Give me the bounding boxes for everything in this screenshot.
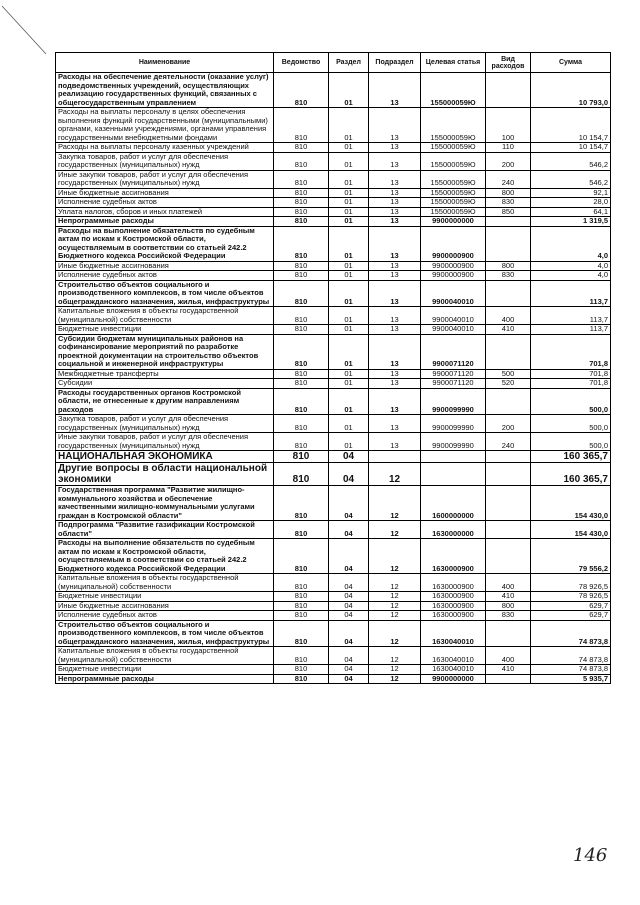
cell-subsection: 12	[369, 486, 421, 521]
cell-target: 9900040010	[421, 280, 486, 307]
cell-dept: 810	[274, 539, 329, 574]
table-row	[56, 379, 611, 389]
cell-section: 01	[329, 73, 369, 108]
cell-section: 01	[329, 415, 369, 433]
scan-line-mark	[0, 0, 50, 60]
cell-exp-type: 240	[486, 433, 531, 451]
table-row	[56, 601, 611, 611]
cell-section: 01	[329, 379, 369, 389]
cell-target: 9900099990	[421, 433, 486, 451]
cell-section: 01	[329, 188, 369, 198]
cell-target: 9900040010	[421, 325, 486, 335]
cell-section: 04	[329, 601, 369, 611]
cell-target: 1630040010	[421, 647, 486, 665]
cell-name: Капитальные вложения в объекты государственной (муниципальной) собственности	[56, 574, 274, 592]
cell-section: 04	[329, 451, 369, 463]
cell-target: 155000059Ю	[421, 143, 486, 153]
cell-amount: 5 935,7	[531, 674, 611, 684]
cell-amount: 78 926,5	[531, 574, 611, 592]
cell-name: Уплата налогов, сборов и иных платежей	[56, 207, 274, 217]
cell-name: Непрограммные расходы	[56, 674, 274, 684]
cell-dept: 810	[274, 592, 329, 602]
table-row	[56, 207, 611, 217]
cell-exp-type	[486, 280, 531, 307]
header-subsection: Подраздел	[369, 53, 421, 73]
cell-dept: 810	[274, 307, 329, 325]
cell-target: 9900000900	[421, 271, 486, 281]
table-row	[56, 388, 611, 415]
cell-dept: 810	[274, 143, 329, 153]
cell-amount: 4,0	[531, 271, 611, 281]
cell-dept: 810	[274, 217, 329, 227]
cell-name: Иные бюджетные ассигнования	[56, 601, 274, 611]
table-row	[56, 539, 611, 574]
cell-section: 01	[329, 271, 369, 281]
cell-amount: 113,7	[531, 280, 611, 307]
cell-target: 1630000900	[421, 601, 486, 611]
cell-target	[421, 451, 486, 463]
cell-amount: 74 873,8	[531, 665, 611, 675]
table-row	[56, 143, 611, 153]
table-row	[56, 369, 611, 379]
cell-amount: 160 365,7	[531, 451, 611, 463]
cell-section: 04	[329, 463, 369, 486]
cell-amount: 160 365,7	[531, 463, 611, 486]
cell-dept: 810	[274, 334, 329, 369]
cell-amount: 113,7	[531, 307, 611, 325]
cell-subsection	[369, 451, 421, 463]
cell-section: 01	[329, 170, 369, 188]
table-row	[56, 592, 611, 602]
cell-dept: 810	[274, 388, 329, 415]
cell-dept: 810	[274, 486, 329, 521]
table-row	[56, 217, 611, 227]
cell-subsection: 13	[369, 198, 421, 208]
cell-subsection: 12	[369, 463, 421, 486]
cell-subsection: 13	[369, 226, 421, 261]
cell-section: 01	[329, 334, 369, 369]
cell-dept: 810	[274, 369, 329, 379]
cell-subsection: 12	[369, 574, 421, 592]
cell-subsection: 12	[369, 665, 421, 675]
cell-section: 01	[329, 143, 369, 153]
table-row	[56, 198, 611, 208]
cell-exp-type: 100	[486, 108, 531, 143]
cell-subsection: 13	[369, 369, 421, 379]
table-row	[56, 574, 611, 592]
cell-name: Субсидии бюджетам муниципальных районов на софинансирование мероприятий по разработке проектной документации на строительство объектов социальной и инженерной инфраструктуры	[56, 334, 274, 369]
cell-target: 1630000000	[421, 521, 486, 539]
table-body	[56, 73, 611, 684]
cell-exp-type: 500	[486, 369, 531, 379]
cell-name: Другие вопросы в области национальной экономики	[56, 463, 274, 486]
table-row	[56, 188, 611, 198]
cell-section: 01	[329, 280, 369, 307]
header-target: Целевая статья	[421, 53, 486, 73]
table-row	[56, 280, 611, 307]
cell-section: 01	[329, 433, 369, 451]
cell-exp-type	[486, 539, 531, 574]
cell-dept: 810	[274, 207, 329, 217]
cell-amount: 500,0	[531, 388, 611, 415]
cell-exp-type: 410	[486, 665, 531, 675]
cell-name: Расходы на выполнение обязательств по судебным актам по искам к Костромской области, осуществляемым в соответствии со статьей 242.2 Бюджетного кодекса Российской Федерации	[56, 539, 274, 574]
table-row	[56, 108, 611, 143]
cell-amount: 546,2	[531, 152, 611, 170]
cell-dept: 810	[274, 170, 329, 188]
cell-name: Исполнение судебных актов	[56, 271, 274, 281]
cell-target: 1630000900	[421, 574, 486, 592]
cell-dept: 810	[274, 280, 329, 307]
cell-amount: 629,7	[531, 611, 611, 621]
table-row	[56, 415, 611, 433]
cell-dept: 810	[274, 665, 329, 675]
cell-dept: 810	[274, 379, 329, 389]
cell-target: 1630000900	[421, 611, 486, 621]
cell-dept: 810	[274, 108, 329, 143]
cell-subsection: 12	[369, 620, 421, 647]
cell-name: Закупка товаров, работ и услуг для обеспечения государственных (муниципальных) нужд	[56, 415, 274, 433]
cell-exp-type: 400	[486, 647, 531, 665]
cell-section: 04	[329, 620, 369, 647]
cell-exp-type	[486, 521, 531, 539]
cell-target: 1630040010	[421, 620, 486, 647]
cell-name: Иные закупки товаров, работ и услуг для обеспечения государственных (муниципальных) нужд	[56, 433, 274, 451]
cell-exp-type: 830	[486, 611, 531, 621]
cell-dept: 810	[274, 601, 329, 611]
cell-target: 155000059Ю	[421, 73, 486, 108]
table-row	[56, 334, 611, 369]
cell-name: Бюджетные инвестиции	[56, 592, 274, 602]
cell-name: Расходы государственных органов Костромской области, не отнесенные к другим направлениям расходов	[56, 388, 274, 415]
cell-name: Исполнение судебных актов	[56, 198, 274, 208]
cell-name: Иные бюджетные ассигнования	[56, 261, 274, 271]
table-row	[56, 451, 611, 463]
cell-name: Иные закупки товаров, работ и услуг для обеспечения государственных (муниципальных) нужд	[56, 170, 274, 188]
cell-subsection: 13	[369, 73, 421, 108]
table-row	[56, 325, 611, 335]
cell-section: 01	[329, 217, 369, 227]
cell-name: Исполнение судебных актов	[56, 611, 274, 621]
cell-exp-type	[486, 486, 531, 521]
cell-subsection: 13	[369, 433, 421, 451]
cell-section: 04	[329, 665, 369, 675]
cell-exp-type	[486, 388, 531, 415]
cell-target: 9900000000	[421, 217, 486, 227]
cell-amount: 74 873,8	[531, 647, 611, 665]
table-row	[56, 170, 611, 188]
table-row	[56, 433, 611, 451]
cell-subsection: 13	[369, 188, 421, 198]
cell-subsection: 13	[369, 108, 421, 143]
cell-target: 155000059Ю	[421, 152, 486, 170]
cell-target: 155000059Ю	[421, 188, 486, 198]
cell-name: Субсидии	[56, 379, 274, 389]
table-row	[56, 647, 611, 665]
cell-exp-type	[486, 334, 531, 369]
cell-name: Строительство объектов социального и производственного комплексов, в том числе объектов общегражданского назначения, жилья, инфраструктуры	[56, 280, 274, 307]
cell-dept: 810	[274, 188, 329, 198]
cell-section: 04	[329, 674, 369, 684]
cell-dept: 810	[274, 647, 329, 665]
cell-target: 9900000900	[421, 226, 486, 261]
header-dept: Ведомство	[274, 53, 329, 73]
cell-target: 1630000900	[421, 539, 486, 574]
cell-amount: 79 556,2	[531, 539, 611, 574]
cell-subsection: 12	[369, 611, 421, 621]
cell-exp-type: 800	[486, 601, 531, 611]
cell-section: 04	[329, 611, 369, 621]
cell-subsection: 13	[369, 170, 421, 188]
cell-section: 01	[329, 198, 369, 208]
cell-amount: 78 926,5	[531, 592, 611, 602]
cell-amount: 92,1	[531, 188, 611, 198]
table-row	[56, 674, 611, 684]
cell-amount: 701,8	[531, 379, 611, 389]
cell-target: 9900099990	[421, 415, 486, 433]
cell-target: 155000059Ю	[421, 108, 486, 143]
cell-amount: 154 430,0	[531, 521, 611, 539]
cell-dept: 810	[274, 226, 329, 261]
cell-amount: 701,8	[531, 369, 611, 379]
cell-amount: 10 154,7	[531, 143, 611, 153]
cell-section: 01	[329, 152, 369, 170]
cell-exp-type: 850	[486, 207, 531, 217]
cell-amount: 4,0	[531, 226, 611, 261]
cell-section: 04	[329, 486, 369, 521]
cell-subsection: 13	[369, 379, 421, 389]
cell-subsection: 12	[369, 539, 421, 574]
table-row	[56, 73, 611, 108]
cell-name: Расходы на выплаты персоналу казенных учреждений	[56, 143, 274, 153]
cell-name: Капитальные вложения в объекты государственной (муниципальной) собственности	[56, 307, 274, 325]
budget-table	[55, 52, 611, 684]
cell-name: Расходы на выполнение обязательств по судебным актам по искам к Костромской области, осуществляемым в соответствии со статьей 242.2 Бюджетного кодекса Российской Федерации	[56, 226, 274, 261]
table-row	[56, 307, 611, 325]
cell-subsection: 13	[369, 415, 421, 433]
cell-target: 1630000900	[421, 592, 486, 602]
table-row	[56, 463, 611, 486]
cell-target: 9900071120	[421, 379, 486, 389]
page-number: 146	[573, 845, 608, 866]
cell-subsection: 13	[369, 217, 421, 227]
cell-target: 9900071120	[421, 369, 486, 379]
table-header-row	[56, 53, 611, 73]
cell-section: 04	[329, 521, 369, 539]
cell-subsection: 13	[369, 271, 421, 281]
cell-exp-type	[486, 620, 531, 647]
cell-target: 9900099990	[421, 388, 486, 415]
cell-name: Непрограммные расходы	[56, 217, 274, 227]
cell-name: Расходы на обеспечение деятельности (оказание услуг) подведомственных учреждений, осуществляющих реализацию государственных функций, связанных с общегосударственным управлением	[56, 73, 274, 108]
cell-amount: 113,7	[531, 325, 611, 335]
cell-target: 9900040010	[421, 307, 486, 325]
cell-section: 04	[329, 592, 369, 602]
cell-exp-type: 200	[486, 415, 531, 433]
cell-amount: 500,0	[531, 433, 611, 451]
cell-exp-type: 800	[486, 261, 531, 271]
cell-section: 04	[329, 574, 369, 592]
cell-subsection: 13	[369, 388, 421, 415]
cell-exp-type	[486, 226, 531, 261]
cell-dept: 810	[274, 521, 329, 539]
cell-section: 01	[329, 307, 369, 325]
cell-name: НАЦИОНАЛЬНАЯ ЭКОНОМИКА	[56, 451, 274, 463]
cell-subsection: 12	[369, 601, 421, 611]
cell-amount: 74 873,8	[531, 620, 611, 647]
table-row	[56, 226, 611, 261]
cell-exp-type	[486, 451, 531, 463]
table-row	[56, 271, 611, 281]
cell-name: Закупка товаров, работ и услуг для обеспечения государственных (муниципальных) нужд	[56, 152, 274, 170]
cell-amount: 154 430,0	[531, 486, 611, 521]
cell-target: 155000059Ю	[421, 198, 486, 208]
cell-name: Расходы на выплаты персоналу в целях обеспечения выполнения функций государственными (муниципальными) органами, казенными учреждениями, органами управления государственными внебюджетными фондами	[56, 108, 274, 143]
cell-dept: 810	[274, 463, 329, 486]
cell-target	[421, 463, 486, 486]
cell-amount: 4,0	[531, 261, 611, 271]
cell-exp-type	[486, 463, 531, 486]
cell-exp-type: 410	[486, 325, 531, 335]
cell-exp-type: 520	[486, 379, 531, 389]
table-row	[56, 152, 611, 170]
cell-exp-type	[486, 217, 531, 227]
cell-exp-type: 240	[486, 170, 531, 188]
table-row	[56, 620, 611, 647]
cell-dept: 810	[274, 198, 329, 208]
cell-amount: 546,2	[531, 170, 611, 188]
cell-name: Государственная программа "Развитие жилищно-коммунального хозяйства и обеспечение качественными жилищно-коммунальными услугами граждан в Костромской области"	[56, 486, 274, 521]
cell-dept: 810	[274, 674, 329, 684]
cell-name: Строительство объектов социального и производственного комплексов, в том числе объектов общегражданского назначения, жилья, инфраструктуры	[56, 620, 274, 647]
cell-subsection: 13	[369, 334, 421, 369]
cell-dept: 810	[274, 451, 329, 463]
cell-dept: 810	[274, 574, 329, 592]
cell-exp-type: 200	[486, 152, 531, 170]
cell-name: Капитальные вложения в объекты государственной (муниципальной) собственности	[56, 647, 274, 665]
cell-target: 155000059Ю	[421, 170, 486, 188]
cell-section: 01	[329, 325, 369, 335]
header-amount: Сумма	[531, 53, 611, 73]
table-row	[56, 261, 611, 271]
cell-dept: 810	[274, 611, 329, 621]
cell-subsection: 13	[369, 152, 421, 170]
cell-subsection: 13	[369, 325, 421, 335]
cell-dept: 810	[274, 325, 329, 335]
cell-exp-type: 400	[486, 307, 531, 325]
cell-subsection: 13	[369, 280, 421, 307]
cell-name: Межбюджетные трансферты	[56, 369, 274, 379]
cell-exp-type: 830	[486, 198, 531, 208]
table-row	[56, 486, 611, 521]
cell-section: 01	[329, 226, 369, 261]
cell-amount: 500,0	[531, 415, 611, 433]
cell-target: 155000059Ю	[421, 207, 486, 217]
cell-target: 9900000900	[421, 261, 486, 271]
cell-amount: 10 793,0	[531, 73, 611, 108]
cell-dept: 810	[274, 152, 329, 170]
header-exp-type: Вид расходов	[486, 53, 531, 73]
cell-name: Бюджетные инвестиции	[56, 665, 274, 675]
cell-section: 01	[329, 261, 369, 271]
cell-section: 01	[329, 108, 369, 143]
cell-dept: 810	[274, 261, 329, 271]
cell-exp-type	[486, 674, 531, 684]
cell-amount: 701,8	[531, 334, 611, 369]
cell-target: 1630040010	[421, 665, 486, 675]
cell-section: 04	[329, 647, 369, 665]
cell-dept: 810	[274, 415, 329, 433]
cell-subsection: 12	[369, 674, 421, 684]
cell-amount: 629,7	[531, 601, 611, 611]
cell-dept: 810	[274, 271, 329, 281]
cell-exp-type: 410	[486, 592, 531, 602]
cell-name: Подпрограмма "Развитие газификации Костромской области"	[56, 521, 274, 539]
cell-amount: 28,0	[531, 198, 611, 208]
cell-subsection: 12	[369, 592, 421, 602]
cell-subsection: 12	[369, 647, 421, 665]
cell-name: Бюджетные инвестиции	[56, 325, 274, 335]
cell-subsection: 13	[369, 143, 421, 153]
cell-subsection: 13	[369, 207, 421, 217]
cell-exp-type: 400	[486, 574, 531, 592]
cell-subsection: 13	[369, 261, 421, 271]
cell-section: 01	[329, 369, 369, 379]
cell-exp-type: 830	[486, 271, 531, 281]
cell-subsection: 12	[369, 521, 421, 539]
cell-dept: 810	[274, 433, 329, 451]
cell-amount: 64,1	[531, 207, 611, 217]
cell-name: Иные бюджетные ассигнования	[56, 188, 274, 198]
table-row	[56, 611, 611, 621]
cell-target: 9900000000	[421, 674, 486, 684]
cell-section: 01	[329, 207, 369, 217]
cell-amount: 1 319,5	[531, 217, 611, 227]
header-name: Наименование	[56, 53, 274, 73]
cell-section: 01	[329, 388, 369, 415]
cell-exp-type: 800	[486, 188, 531, 198]
cell-subsection: 13	[369, 307, 421, 325]
cell-exp-type: 110	[486, 143, 531, 153]
cell-exp-type	[486, 73, 531, 108]
cell-dept: 810	[274, 73, 329, 108]
cell-amount: 10 154,7	[531, 108, 611, 143]
cell-dept: 810	[274, 620, 329, 647]
cell-target: 9900071120	[421, 334, 486, 369]
cell-section: 04	[329, 539, 369, 574]
table-row	[56, 665, 611, 675]
cell-target: 1600000000	[421, 486, 486, 521]
table-row	[56, 521, 611, 539]
header-section: Раздел	[329, 53, 369, 73]
